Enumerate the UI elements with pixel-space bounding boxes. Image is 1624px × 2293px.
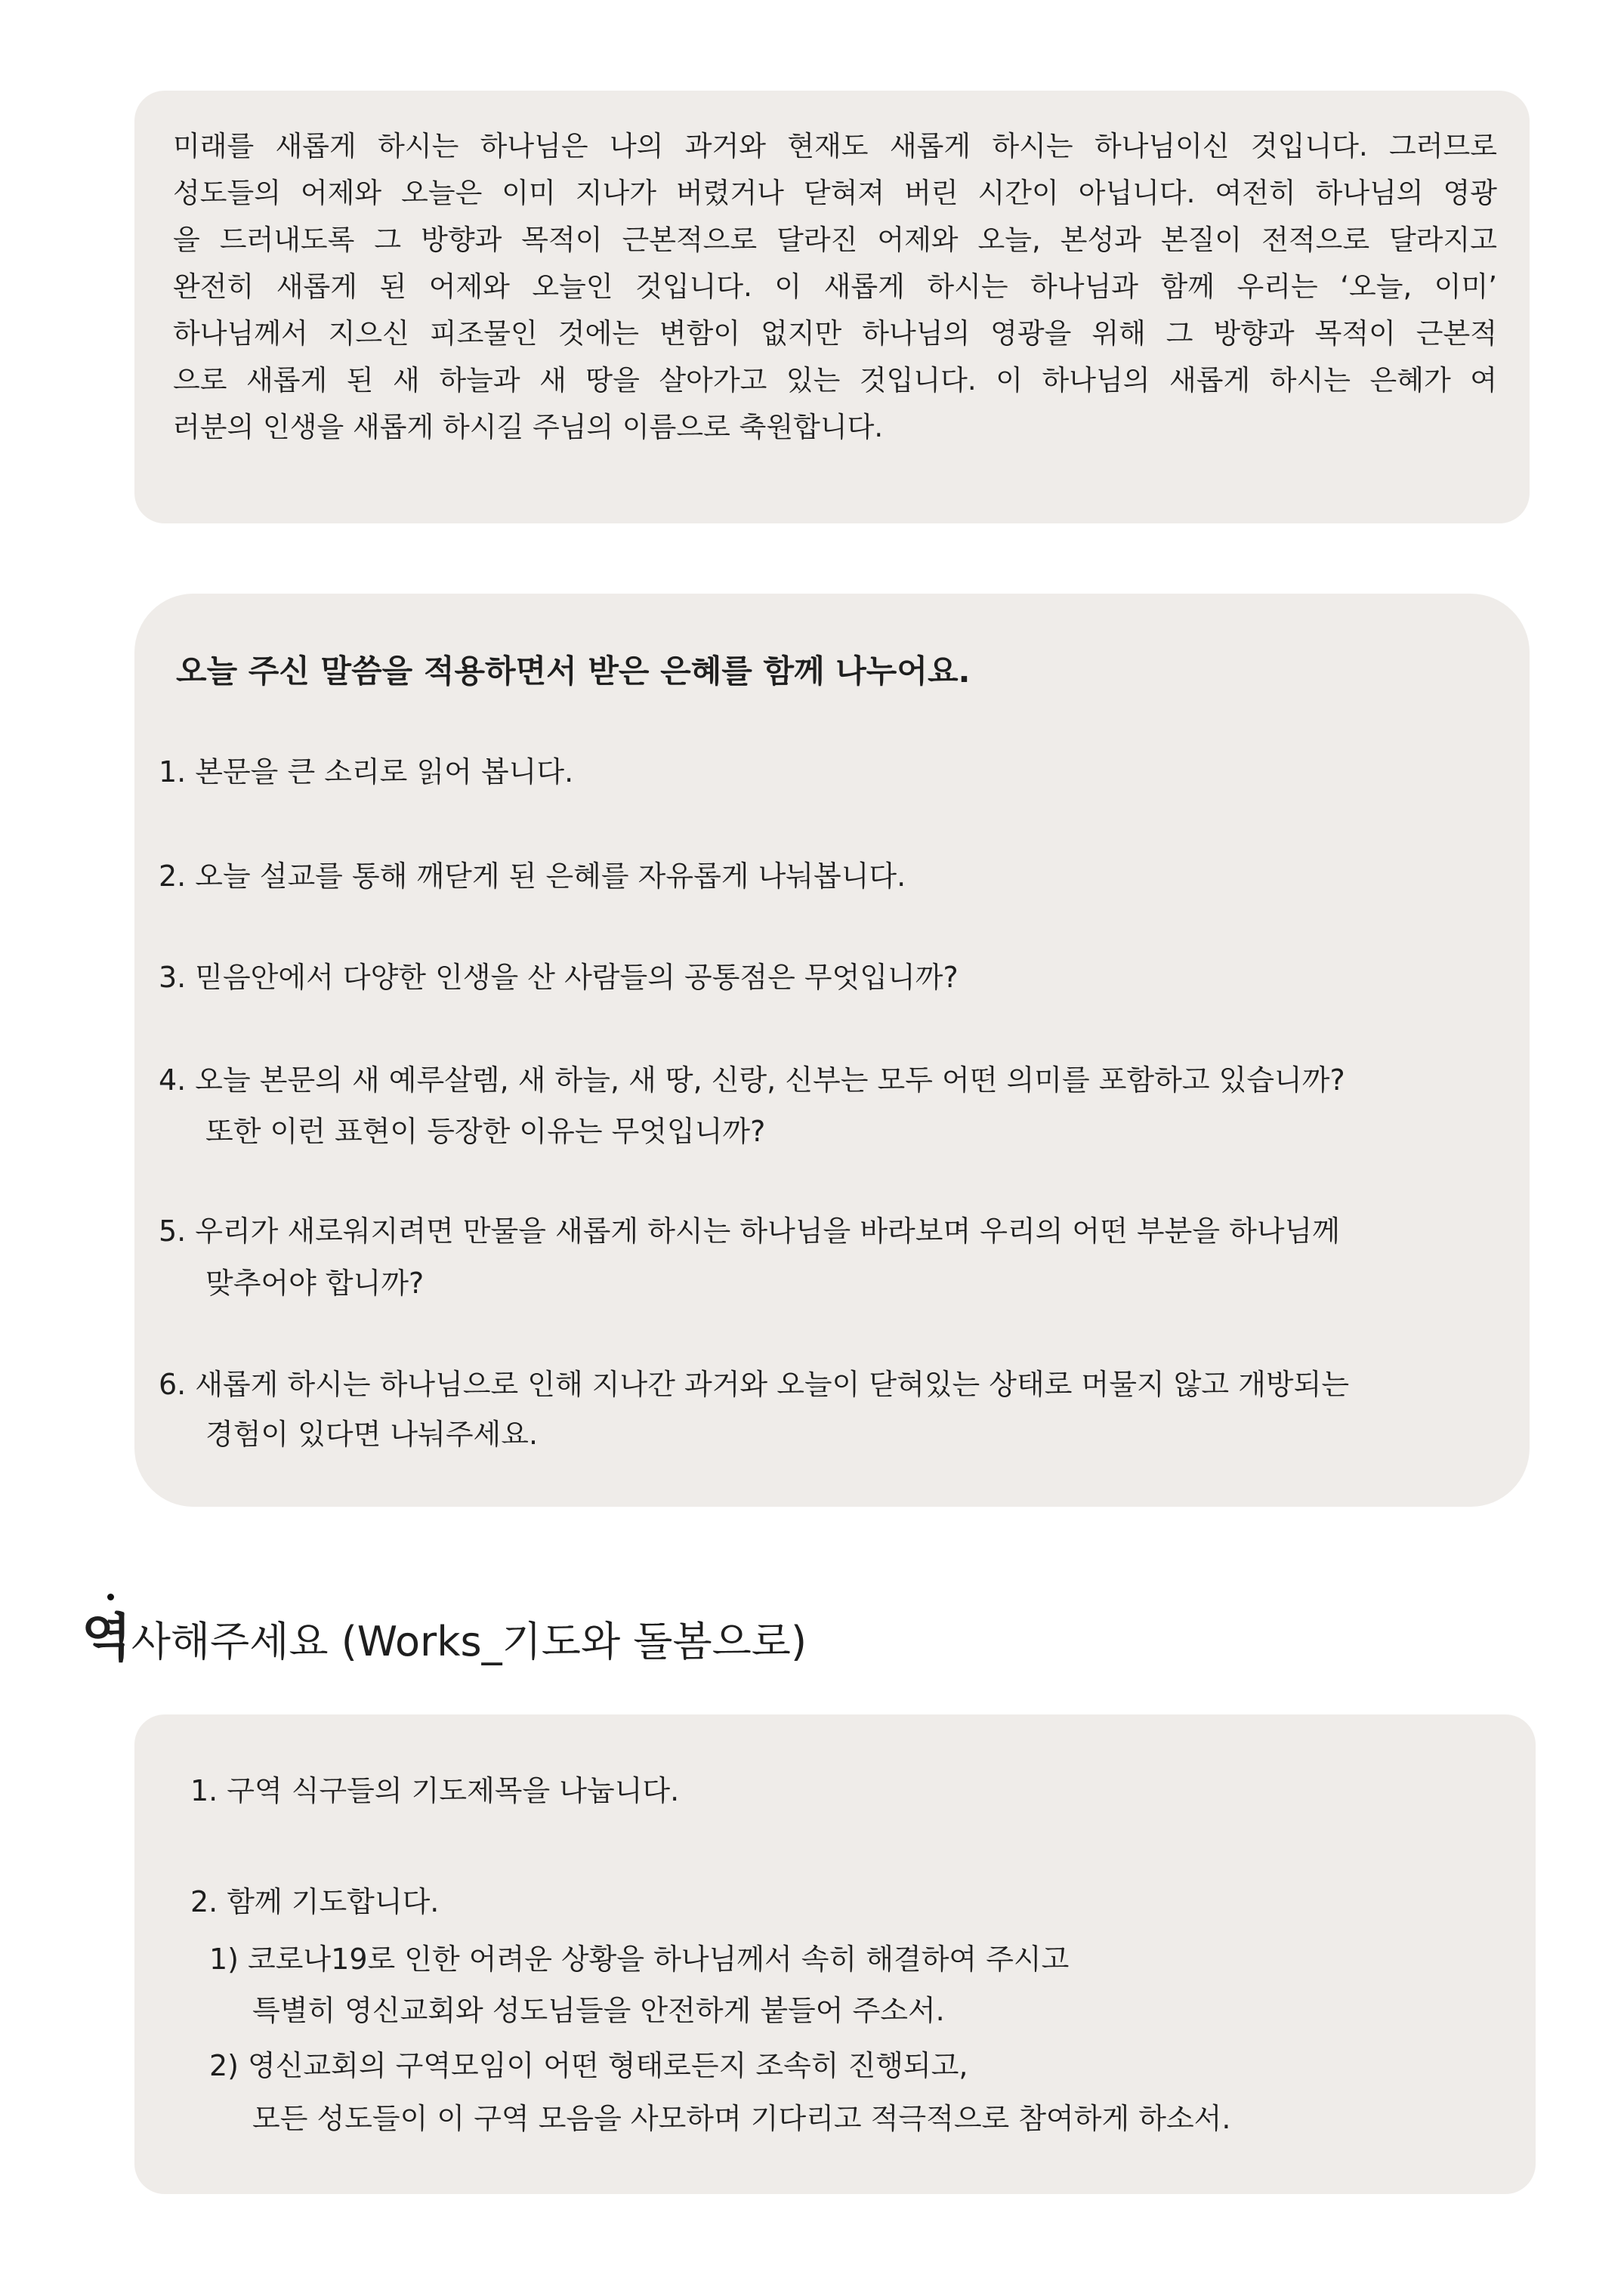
discussion-item	[159, 1055, 1345, 1105]
item-text-continuation: 경험이 있다면 나눠주세요.	[205, 1418, 539, 1451]
discussion-item	[159, 952, 959, 1002]
discussion-card	[134, 594, 1530, 1507]
subitem-number: 2)	[209, 2049, 239, 2082]
intro-line: 미래를 새롭게 하시는 하나님은 나의 과거와 현재도 새롭게 하시는 하나님이신 것입니다. 그러므로	[173, 130, 1497, 162]
section-title-first-char: 역	[82, 1609, 131, 1668]
item-text: 오늘 설교를 통해 깨닫게 된 은혜를 자유롭게 나눠봅니다.	[195, 859, 906, 893]
item-text: 우리가 새로워지려면 만물을 새롭게 하시는 하나님을 바라보며 우리의 어떤 부분을 하나님께	[195, 1214, 1340, 1248]
item-number: 5.	[159, 1214, 187, 1248]
item-number: 1.	[190, 1774, 218, 1807]
prayer-item	[190, 1877, 439, 1927]
subitem-text: 코로나19로 인한 어려운 상황을 하나님께서 속히 해결하여 주시고	[248, 1943, 1070, 1976]
intro-line: 을 드러내도록 그 방향과 목적이 근본적으로 달라진 어제와 오늘, 본성과 본질이 전적으로 달라지고	[173, 224, 1497, 256]
subitem-text: 영신교회의 구역모임이 어떤 형태로든지 조속히 진행되고,	[248, 2049, 968, 2082]
intro-line: 으로 새롭게 된 새 하늘과 새 땅을 살아가고 있는 것입니다. 이 하나님의 새롭게 하시는 은혜가 여	[173, 364, 1497, 397]
item-text: 구역 식구들의 기도제목을 나눕니다.	[227, 1774, 680, 1807]
item-number: 2.	[190, 1885, 218, 1918]
item-number: 2.	[159, 859, 187, 893]
title-dot	[107, 1594, 114, 1600]
discussion-item	[159, 1359, 1349, 1409]
item-text: 믿음안에서 다양한 인생을 산 사람들의 공통점은 무엇입니까?	[195, 961, 959, 994]
intro-line: 하나님께서 지으신 피조물인 것에는 변함이 없지만 하나님의 영광을 위해 그 방향과 목적이 근본적	[173, 317, 1497, 350]
item-number: 3.	[159, 961, 187, 994]
subitem-text-continuation: 모든 성도들이 이 구역 모음을 사모하며 기다리고 적극적으로 참여하게 하소서.	[252, 2102, 1231, 2135]
item-text-continuation: 또한 이런 표현이 등장한 이유는 무엇입니까?	[205, 1115, 766, 1148]
discussion-item	[159, 851, 906, 901]
discussion-item	[159, 1206, 1340, 1256]
prayer-item	[190, 1766, 679, 1816]
prayer-card	[134, 1714, 1536, 2194]
item-text: 오늘 본문의 새 예루살렘, 새 하늘, 새 땅, 신랑, 신부는 모두 어떤 의미를 포함하고 있습니까?	[195, 1063, 1345, 1097]
intro-card	[134, 91, 1530, 523]
discussion-item	[159, 747, 573, 797]
discussion-heading: 오늘 주신 말씀을 적용하면서 받은 은혜를 함께 나누어요.	[176, 653, 971, 690]
prayer-subitem	[209, 1934, 1069, 1984]
item-text: 새롭게 하시는 하나님으로 인해 지나간 과거와 오늘이 닫혀있는 상태로 머물지 않고 개방되는	[195, 1368, 1350, 1401]
item-number: 6.	[159, 1368, 187, 1401]
section-title	[82, 1609, 807, 1672]
intro-line: 러분의 인생을 새롭게 하시길 주님의 이름으로 축원합니다.	[173, 411, 884, 443]
subitem-text-continuation: 특별히 영신교회와 성도님들을 안전하게 붙들어 주소서.	[252, 1994, 945, 2027]
section-title-rest: 사해주세요 (Works_기도와 돌봄으로)	[131, 1618, 807, 1665]
subitem-number: 1)	[209, 1943, 239, 1976]
item-number: 4.	[159, 1063, 187, 1097]
intro-line: 완전히 새롭게 된 어제와 오늘인 것입니다. 이 새롭게 하시는 하나님과 함께 우리는 ‘오늘, 이미’	[173, 270, 1497, 303]
item-text-continuation: 맞추어야 합니까?	[205, 1267, 425, 1300]
item-number: 1.	[159, 755, 187, 789]
intro-line: 성도들의 어제와 오늘은 이미 지나가 버렸거나 닫혀져 버린 시간이 아닙니다. 여전히 하나님의 영광	[173, 177, 1497, 209]
item-text: 함께 기도합니다.	[227, 1885, 440, 1918]
prayer-subitem	[209, 2041, 968, 2091]
item-text: 본문을 큰 소리로 읽어 봅니다.	[195, 755, 574, 789]
